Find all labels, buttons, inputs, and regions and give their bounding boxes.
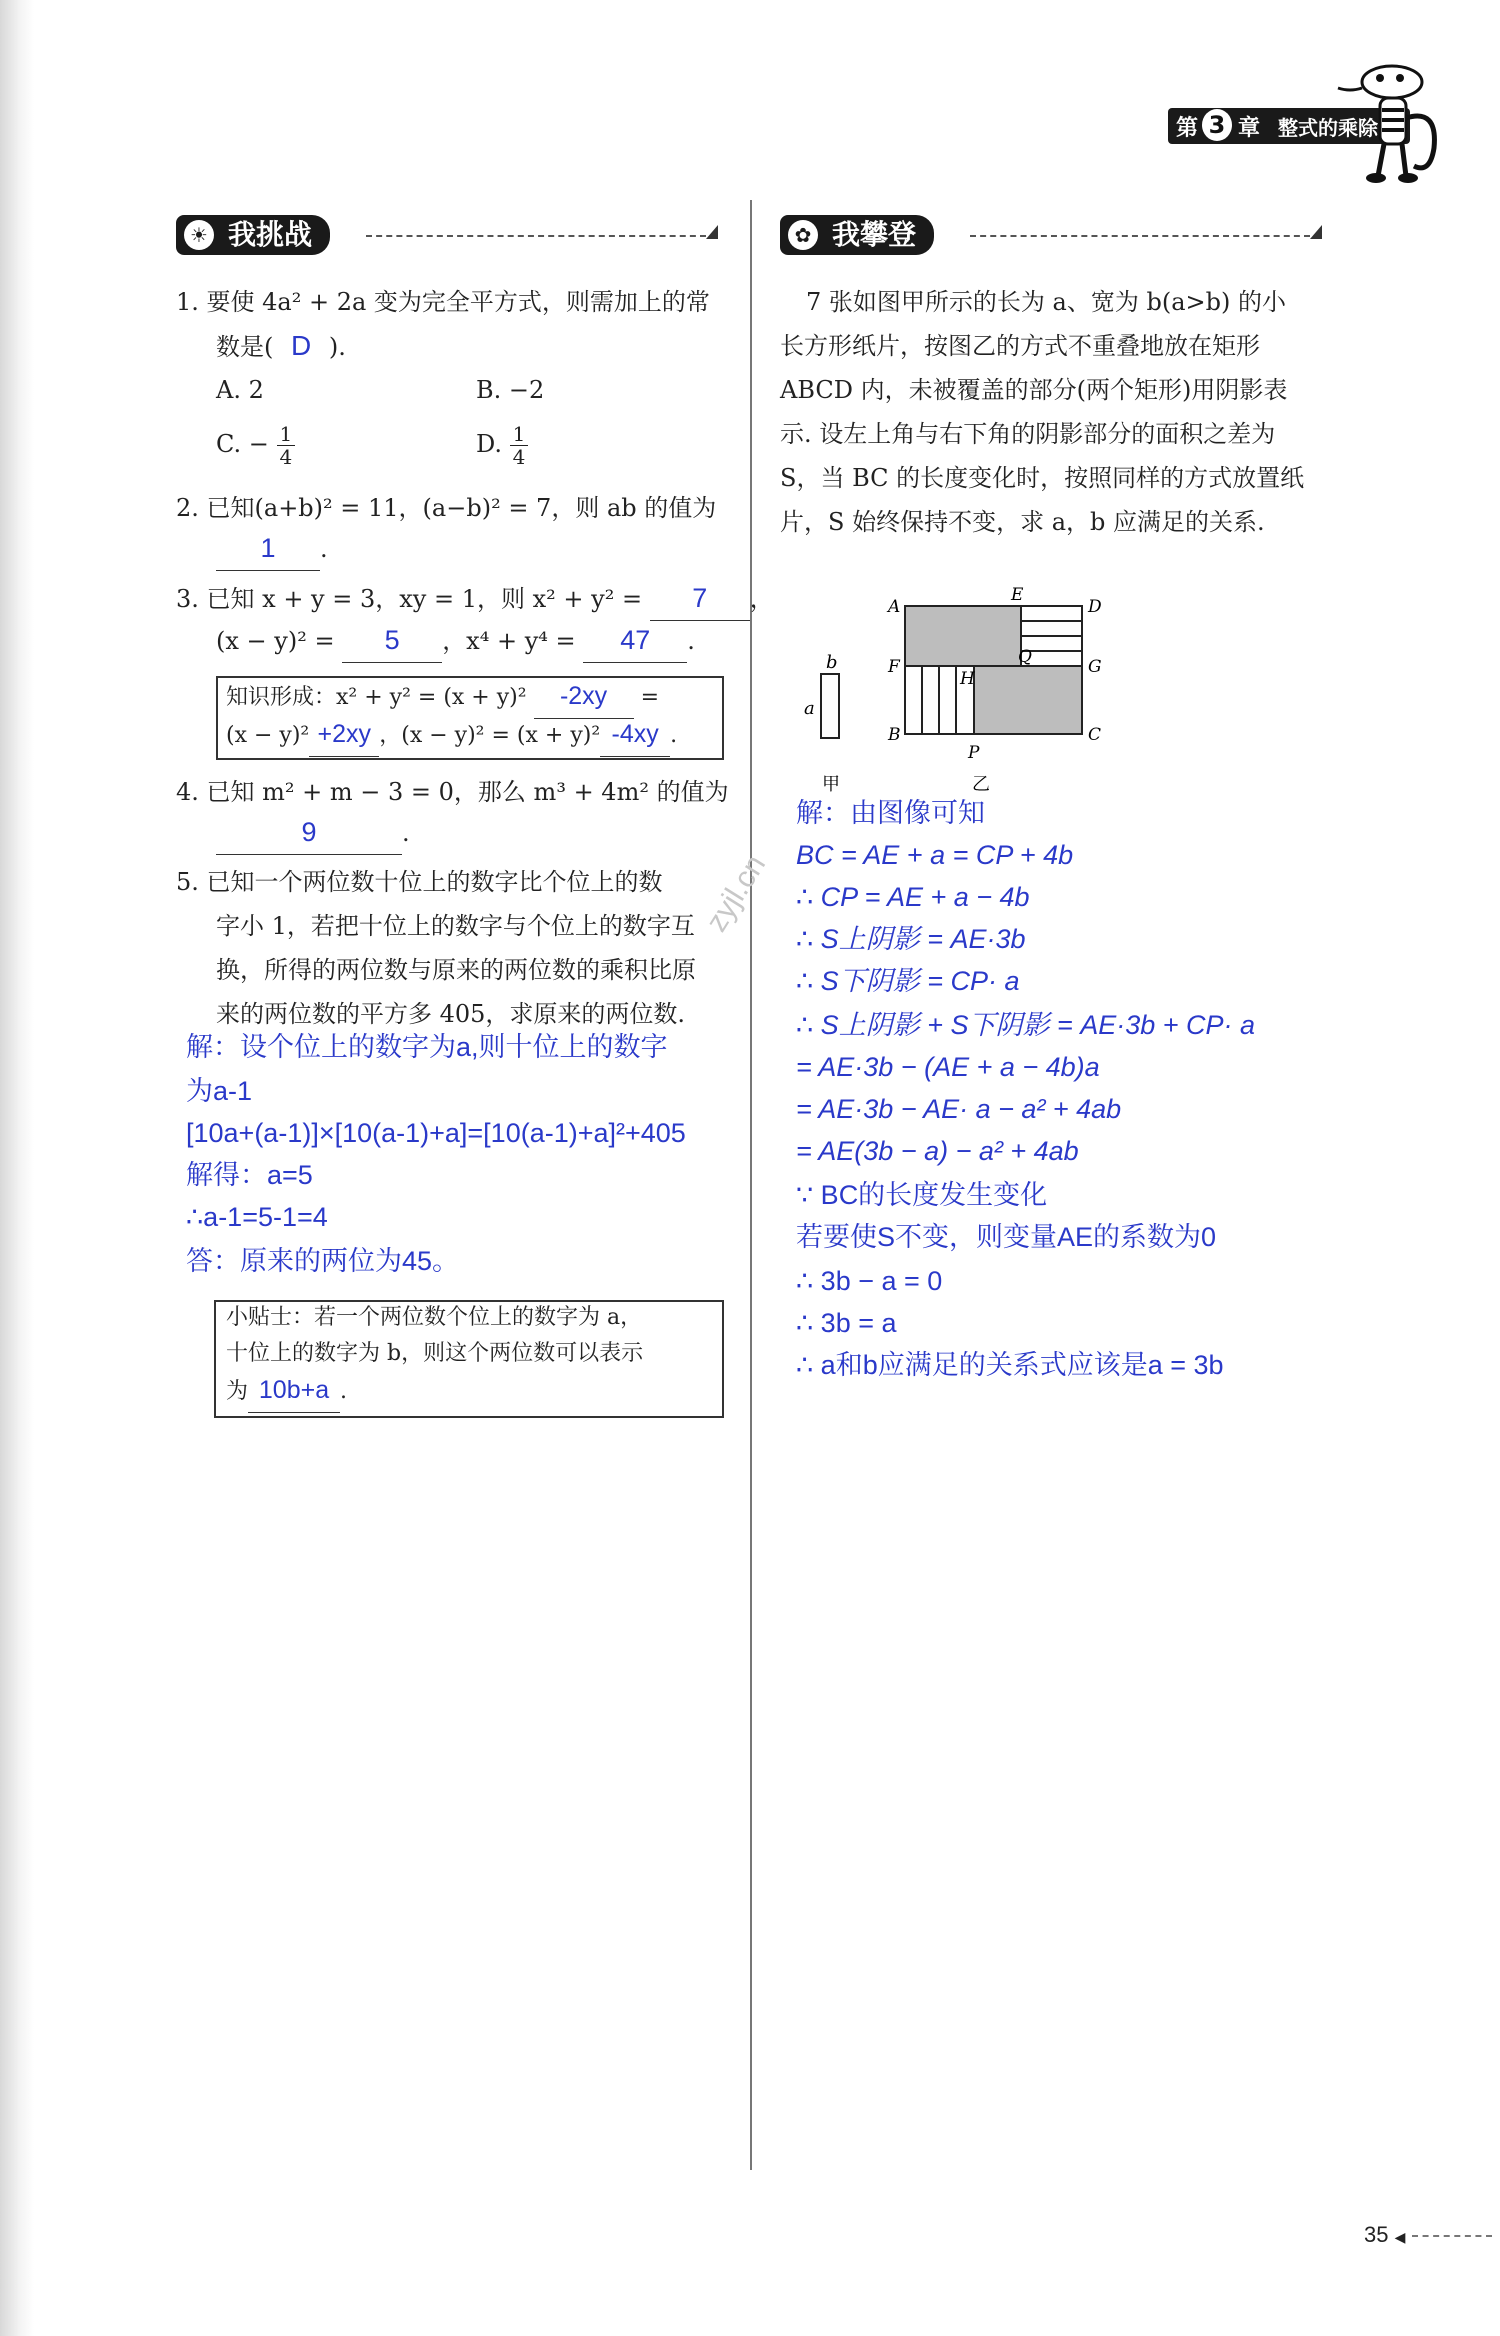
- shade-top-left: [905, 606, 1021, 666]
- q1-option-c: [216, 422, 295, 468]
- q5-solution-line3: [10a+(a-1)]×[10(a-1)+a]=[10(a-1)+a]²+405: [186, 1118, 686, 1148]
- q1-option-d-fraction: $\frac{1}{4}$: [510, 423, 529, 468]
- climb-problem-line6: 片，S 始终保持不变，求 a，b 应满足的关系.: [780, 508, 1265, 536]
- tip-line1: 小贴士：若一个两位数个位上的数字为 a，: [226, 1305, 643, 1330]
- chapter-title: 整式的乘除: [1278, 116, 1378, 140]
- q3-stem: 3. 已知 x + y = 3，xy = 1，则 x² + y² =: [176, 585, 643, 613]
- point-C: C: [1088, 725, 1102, 745]
- q1-stem-line1: 1. 要使 4a² + 2a 变为完全平方式，则需加上的常: [176, 288, 710, 316]
- climb-problem-line3: ABCD 内，未被覆盖的部分(两个矩形)用阴影表: [780, 376, 1288, 404]
- page-number-text: 35: [1364, 2222, 1389, 2247]
- q4-answer: 9: [216, 810, 402, 855]
- climb-solution-line4: ∴ S上阴影 = AE·3b: [796, 924, 1026, 954]
- q3-line1: 3. 已知 x + y = 3，xy = 1，则 x² + y² = 7 ，: [176, 576, 774, 621]
- climb-solution-line10: ∵ BC的长度发生变化: [796, 1180, 1048, 1210]
- climb-badge: [780, 215, 934, 255]
- tip-line2: 十位上的数字为 b，则这个两位数可以表示: [226, 1341, 644, 1366]
- label-b: b: [826, 652, 838, 673]
- tip-line3: 为 10b+a .: [226, 1368, 347, 1414]
- heading-arrow-icon: [706, 225, 718, 239]
- page-number-dashes: [1412, 2235, 1492, 2237]
- section-heading-climb: [780, 215, 1330, 257]
- point-F: F: [888, 657, 900, 677]
- label-a: a: [804, 698, 815, 719]
- q1-option-b: B. −2: [476, 376, 545, 404]
- knowledge-answer-3: -4xy: [600, 712, 670, 757]
- chapter-prefix: 第: [1176, 116, 1199, 141]
- challenge-badge: [176, 215, 330, 255]
- climb-solution-line1: 解：由图像可知: [796, 798, 985, 828]
- heading-dash-line-right: [970, 235, 1310, 237]
- climb-solution-line5: ∴ S下阴影 = CP· a: [796, 966, 1020, 996]
- climb-solution-line9: = AE(3b − a) − a² + 4ab: [796, 1136, 1079, 1166]
- q5-solution-line6: 答：原来的两位为45。: [186, 1246, 460, 1276]
- q1-stem-close: ).: [328, 333, 346, 361]
- q4-answer-line: 9 .: [216, 810, 410, 855]
- climb-solution-line2: BC = AE + a = CP + 4b: [796, 840, 1074, 870]
- knowledge-answer-1: -2xy: [534, 674, 634, 719]
- q3-stem-c: ，x⁴ + y⁴ =: [442, 627, 576, 655]
- climb-problem-line2: 长方形纸片，按图乙的方式不重叠地放在矩形: [780, 332, 1260, 360]
- q1-option-c-label: C. −: [216, 430, 269, 458]
- cartoon-mascot-icon: [1330, 48, 1450, 188]
- climb-solution-line6: ∴ S上阴影 + S下阴影 = AE·3b + CP· a: [796, 1010, 1256, 1040]
- page-number-arrow-icon: ◀: [1394, 2229, 1406, 2245]
- tip-box: [214, 1300, 724, 1418]
- point-P: P: [968, 743, 980, 763]
- q3-line2: (x − y)² = 5 ，x⁴ + y⁴ = 47 .: [216, 618, 695, 663]
- climb-solution-line7: = AE·3b − (AE + a − 4b)a: [796, 1052, 1100, 1082]
- knowledge-answer-2: +2xy: [309, 712, 379, 757]
- q1-stem-open: 数是(: [216, 333, 274, 361]
- climb-solution-line14: ∴ a和b应满足的关系式应该是a = 3b: [796, 1350, 1224, 1380]
- point-E: E: [1011, 586, 1024, 605]
- q5-solution-line1: 解：设个位上的数字为a,则十位上的数字: [186, 1032, 668, 1062]
- heading-dash-line: [366, 235, 706, 237]
- point-D: D: [1088, 597, 1102, 617]
- chapter-number-badge: 3: [1202, 109, 1232, 141]
- q5-solution-line5: ∴a-1=5-1=4: [186, 1202, 328, 1232]
- q2-answer: 1: [216, 526, 320, 571]
- heading-arrow-icon-right: [1310, 225, 1322, 239]
- q1-stem-line2: [216, 324, 346, 369]
- column-divider: [750, 200, 752, 2170]
- q3-answer-1: 7: [650, 576, 750, 621]
- page-number: [1364, 2222, 1492, 2248]
- q1-answer: D: [291, 330, 312, 361]
- leaf-icon: ✿: [788, 220, 818, 250]
- climb-solution-line13: ∴ 3b = a: [796, 1308, 897, 1338]
- watermark: zyjl.cn: [700, 849, 773, 938]
- point-A: A: [888, 597, 901, 617]
- q5-solution-line4: 解得：a=5: [186, 1160, 313, 1190]
- point-B: B: [888, 725, 901, 745]
- climb-solution-line8: = AE·3b − AE· a − a² + 4ab: [796, 1094, 1122, 1124]
- q5-line1: 5. 已知一个两位数十位上的数字比个位上的数: [176, 868, 663, 896]
- climb-problem-line4: 示. 设左上角与右下角的阴影部分的面积之差为: [780, 420, 1276, 448]
- knowledge-box: [216, 676, 724, 760]
- caption-jia: 甲: [822, 774, 840, 795]
- q1-option-d-label: D.: [476, 430, 510, 458]
- point-Q: Q: [1018, 647, 1032, 667]
- climb-solution-line11: 若要使S不变，则变量AE的系数为0: [796, 1222, 1217, 1252]
- challenge-heading-text: 我挑战: [228, 218, 313, 251]
- knowledge-line2: (x − y)² +2xy ，(x − y)² = (x + y)² -4xy .: [226, 712, 677, 758]
- q3-stem-b: (x − y)² =: [216, 627, 335, 655]
- shade-bottom-right: [974, 666, 1082, 734]
- climb-solution-line12: ∴ 3b − a = 0: [796, 1266, 943, 1296]
- q1-option-d: [476, 422, 528, 468]
- climb-problem-line5: S，当 BC 的长度变化时，按照同样的方式放置纸: [780, 464, 1305, 492]
- q5-solution-line2: 为a-1: [186, 1076, 253, 1106]
- climb-heading-text: 我攀登: [832, 218, 917, 251]
- tip-answer: 10b+a: [248, 1368, 340, 1413]
- lightbulb-icon: ☀: [184, 220, 214, 250]
- q1-option-c-fraction: $\frac{1}{4}$: [277, 423, 296, 468]
- q5-line3: 换，所得的两位数与原来的两位数的乘积比原: [216, 956, 696, 984]
- point-H: H: [960, 669, 975, 689]
- page-edge-shadow: [0, 0, 34, 2336]
- small-rectangle-jia: [821, 674, 839, 738]
- q1-option-a: A. 2: [216, 376, 264, 404]
- point-G: G: [1088, 657, 1102, 677]
- q3-answer-3: 47: [583, 618, 687, 663]
- caption-yi: 乙: [972, 774, 990, 795]
- q4-stem: 4. 已知 m² + m − 3 = 0，那么 m³ + 4m² 的值为: [176, 778, 729, 806]
- chapter-suffix: 章: [1238, 116, 1261, 141]
- climb-problem-line1: 7 张如图甲所示的长为 a、宽为 b(a>b) 的小: [806, 288, 1286, 316]
- q5-line2: 字小 1，若把十位上的数字与个位上的数字互: [216, 912, 695, 940]
- rectangle-figure: [796, 586, 1136, 802]
- climb-solution-line3: ∴ CP = AE + a − 4b: [796, 882, 1030, 912]
- knowledge-line1: 知识形成：x² + y² = (x + y)² -2xy =: [226, 674, 659, 720]
- section-heading-challenge: [176, 215, 722, 257]
- q2-answer-line: 1 .: [216, 526, 328, 571]
- q5-line4: 来的两位数的平方多 405，求原来的两位数.: [216, 1000, 686, 1028]
- q3-answer-2: 5: [342, 618, 442, 663]
- q2-stem: 2. 已知(a+b)² = 11，(a−b)² = 7，则 ab 的值为: [176, 494, 717, 522]
